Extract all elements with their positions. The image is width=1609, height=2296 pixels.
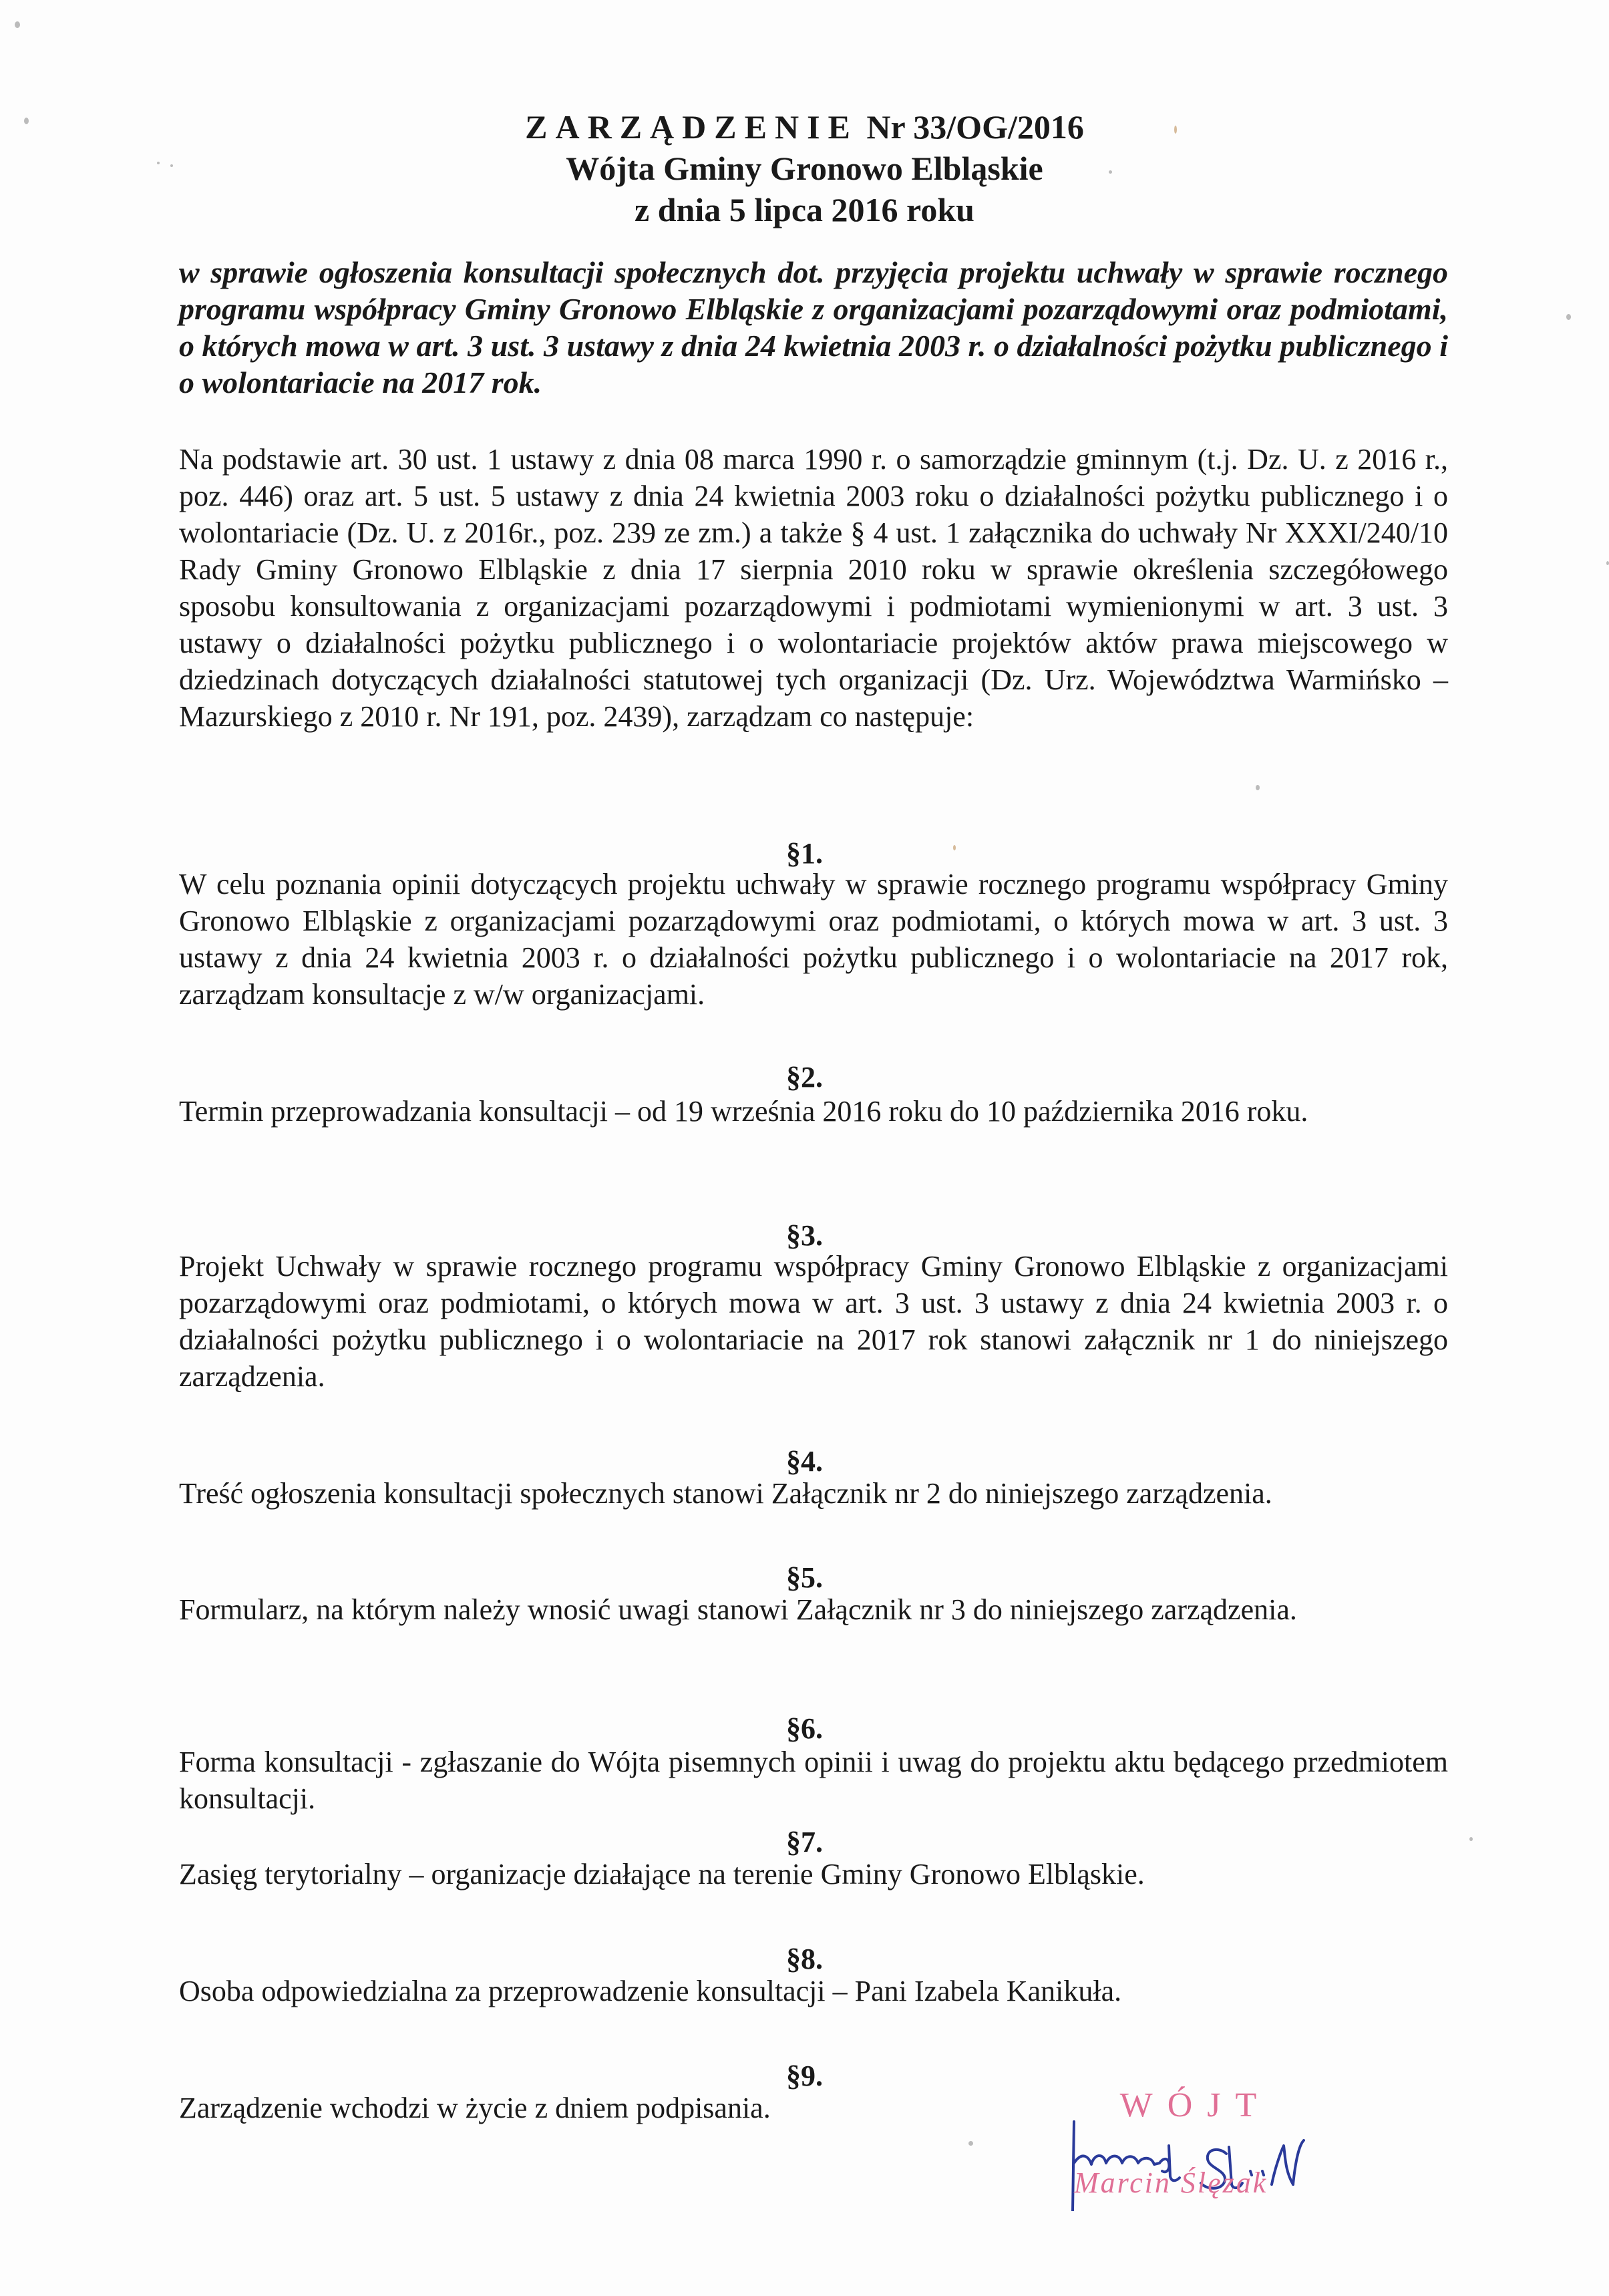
document-issuer: Wójta Gminy Gronowo Elbląskie bbox=[566, 150, 1043, 187]
section-text-5: Formularz, na którym należy wnosić uwagi stanowi Załącznik nr 3 do niniejszego zarządzenia. bbox=[179, 1593, 1297, 1626]
official-stamp bbox=[1069, 2084, 1322, 2211]
section-heading-7: §7. bbox=[786, 1826, 823, 1858]
section-heading-3: §3. bbox=[786, 1219, 823, 1252]
stamp-name: Marcin Ślęzak bbox=[1074, 2166, 1268, 2199]
section-text-4: Treść ogłoszenia konsultacji społecznych stanowi Załącznik nr 2 do niniejszego zarządzenia. bbox=[179, 1477, 1272, 1510]
section-heading-2: §2. bbox=[786, 1061, 823, 1094]
document-title bbox=[0, 107, 1609, 147]
section-text-7: Zasięg terytorialny – organizacje działające na terenie Gminy Gronowo Elbląskie. bbox=[179, 1858, 1145, 1891]
section-text-2: Termin przeprowadzania konsultacji – od 19 września 2016 roku do 10 października 2016 roku. bbox=[179, 1095, 1308, 1128]
section-heading-9: §9. bbox=[786, 2060, 823, 2092]
section-heading-6: §6. bbox=[786, 1712, 823, 1745]
section-text-1: W celu poznania opinii dotyczących projektu uchwały w sprawie rocznego programu współpracy Gminy Gronowo Elbląskie z organizacjami pozarządowymi oraz podmiotami, o których mowa w art. 3 ust. 3 ustawy z dnia 24 kwietnia 2003 r. o działalności pożytku publicznego i o wolontariacie na 2017 rok, zarządzam konsultacje z w/w organizacjami. bbox=[179, 868, 1448, 1011]
scan-speck bbox=[1566, 314, 1571, 320]
section-heading-5: §5. bbox=[786, 1561, 823, 1594]
preamble: Na podstawie art. 30 ust. 1 ustawy z dnia 08 marca 1990 r. o samorządzie gminnym (t.j. Dz. U. z 2016 r., poz. 446) oraz art. 5 ust. 5 ustawy z dnia 24 kwietnia 2003 roku o działalności pożytku publicznego i o wolontariacie (Dz. U. z 2016r., poz. 239 ze zm.) a także § 4 ust. 1 załącznika do uchwały Nr XXXI/240/10 Rady Gminy Gronowo Elbląskie z dnia 17 sierpnia 2010 roku w sprawie określenia szczegółowego sposobu konsultowania z organizacjami pozarządowymi i podmiotami wymienionymi w art. 3 ust. 3 ustawy o działalności pożytku publicznego i o wolontariacie projektów aktów prawa miejscowego w dziedzinach dotyczących działalności statutowej tych organizacji (Dz. Urz. Województwa Warmińsko – Mazurskiego z 2010 r. Nr 191, poz. 2439), zarządzam co następuje: bbox=[179, 443, 1448, 733]
scan-speck bbox=[1256, 785, 1260, 790]
section-heading-4: §4. bbox=[786, 1445, 823, 1478]
section-text-3: Projekt Uchwały w sprawie rocznego programu współpracy Gminy Gronowo Elbląskie z organizacjami pozarządowymi oraz podmiotami, o których mowa w art. 3 ust. 3 ustawy z dnia 24 kwietnia 2003 r. o działalności pożytku publicznego i o wolontariacie na 2017 rok stanowi załącznik nr 1 do niniejszego zarządzenia. bbox=[179, 1250, 1448, 1393]
section-text-9: Zarządzenie wchodzi w życie z dniem podpisania. bbox=[179, 2092, 771, 2124]
document-subject: w sprawie ogłoszenia konsultacji społecznych dot. przyjęcia projektu uchwały w sprawie rocznego programu współpracy Gminy Gronowo Elbląskie z organizacjami pozarządowymi oraz podmiotami, o których mowa w art. 3 ust. 3 ustawy z dnia 24 kwietnia 2003 r. o działalności pożytku publicznego i o wolontariacie na 2017 rok. bbox=[179, 255, 1448, 399]
section-text-6: Forma konsultacji - zgłaszanie do Wójta pisemnych opinii i uwag do projektu aktu będącego przedmiotem konsultacji. bbox=[179, 1746, 1448, 1815]
scan-speck bbox=[1606, 561, 1609, 565]
document-date: z dnia 5 lipca 2016 roku bbox=[635, 191, 974, 228]
section-heading-8: §8. bbox=[786, 1943, 823, 1975]
scan-speck bbox=[15, 21, 20, 28]
stamp-title: WÓJT bbox=[1119, 2086, 1272, 2124]
title-word: ZARZĄDZENIE bbox=[525, 108, 858, 146]
section-heading-1: §1. bbox=[786, 837, 823, 870]
title-number: Nr 33/OG/2016 bbox=[866, 108, 1084, 146]
section-text-8: Osoba odpowiedzialna za przeprowadzenie konsultacji – Pani Izabela Kanikuła. bbox=[179, 1975, 1122, 2007]
scan-speck bbox=[968, 2141, 973, 2146]
